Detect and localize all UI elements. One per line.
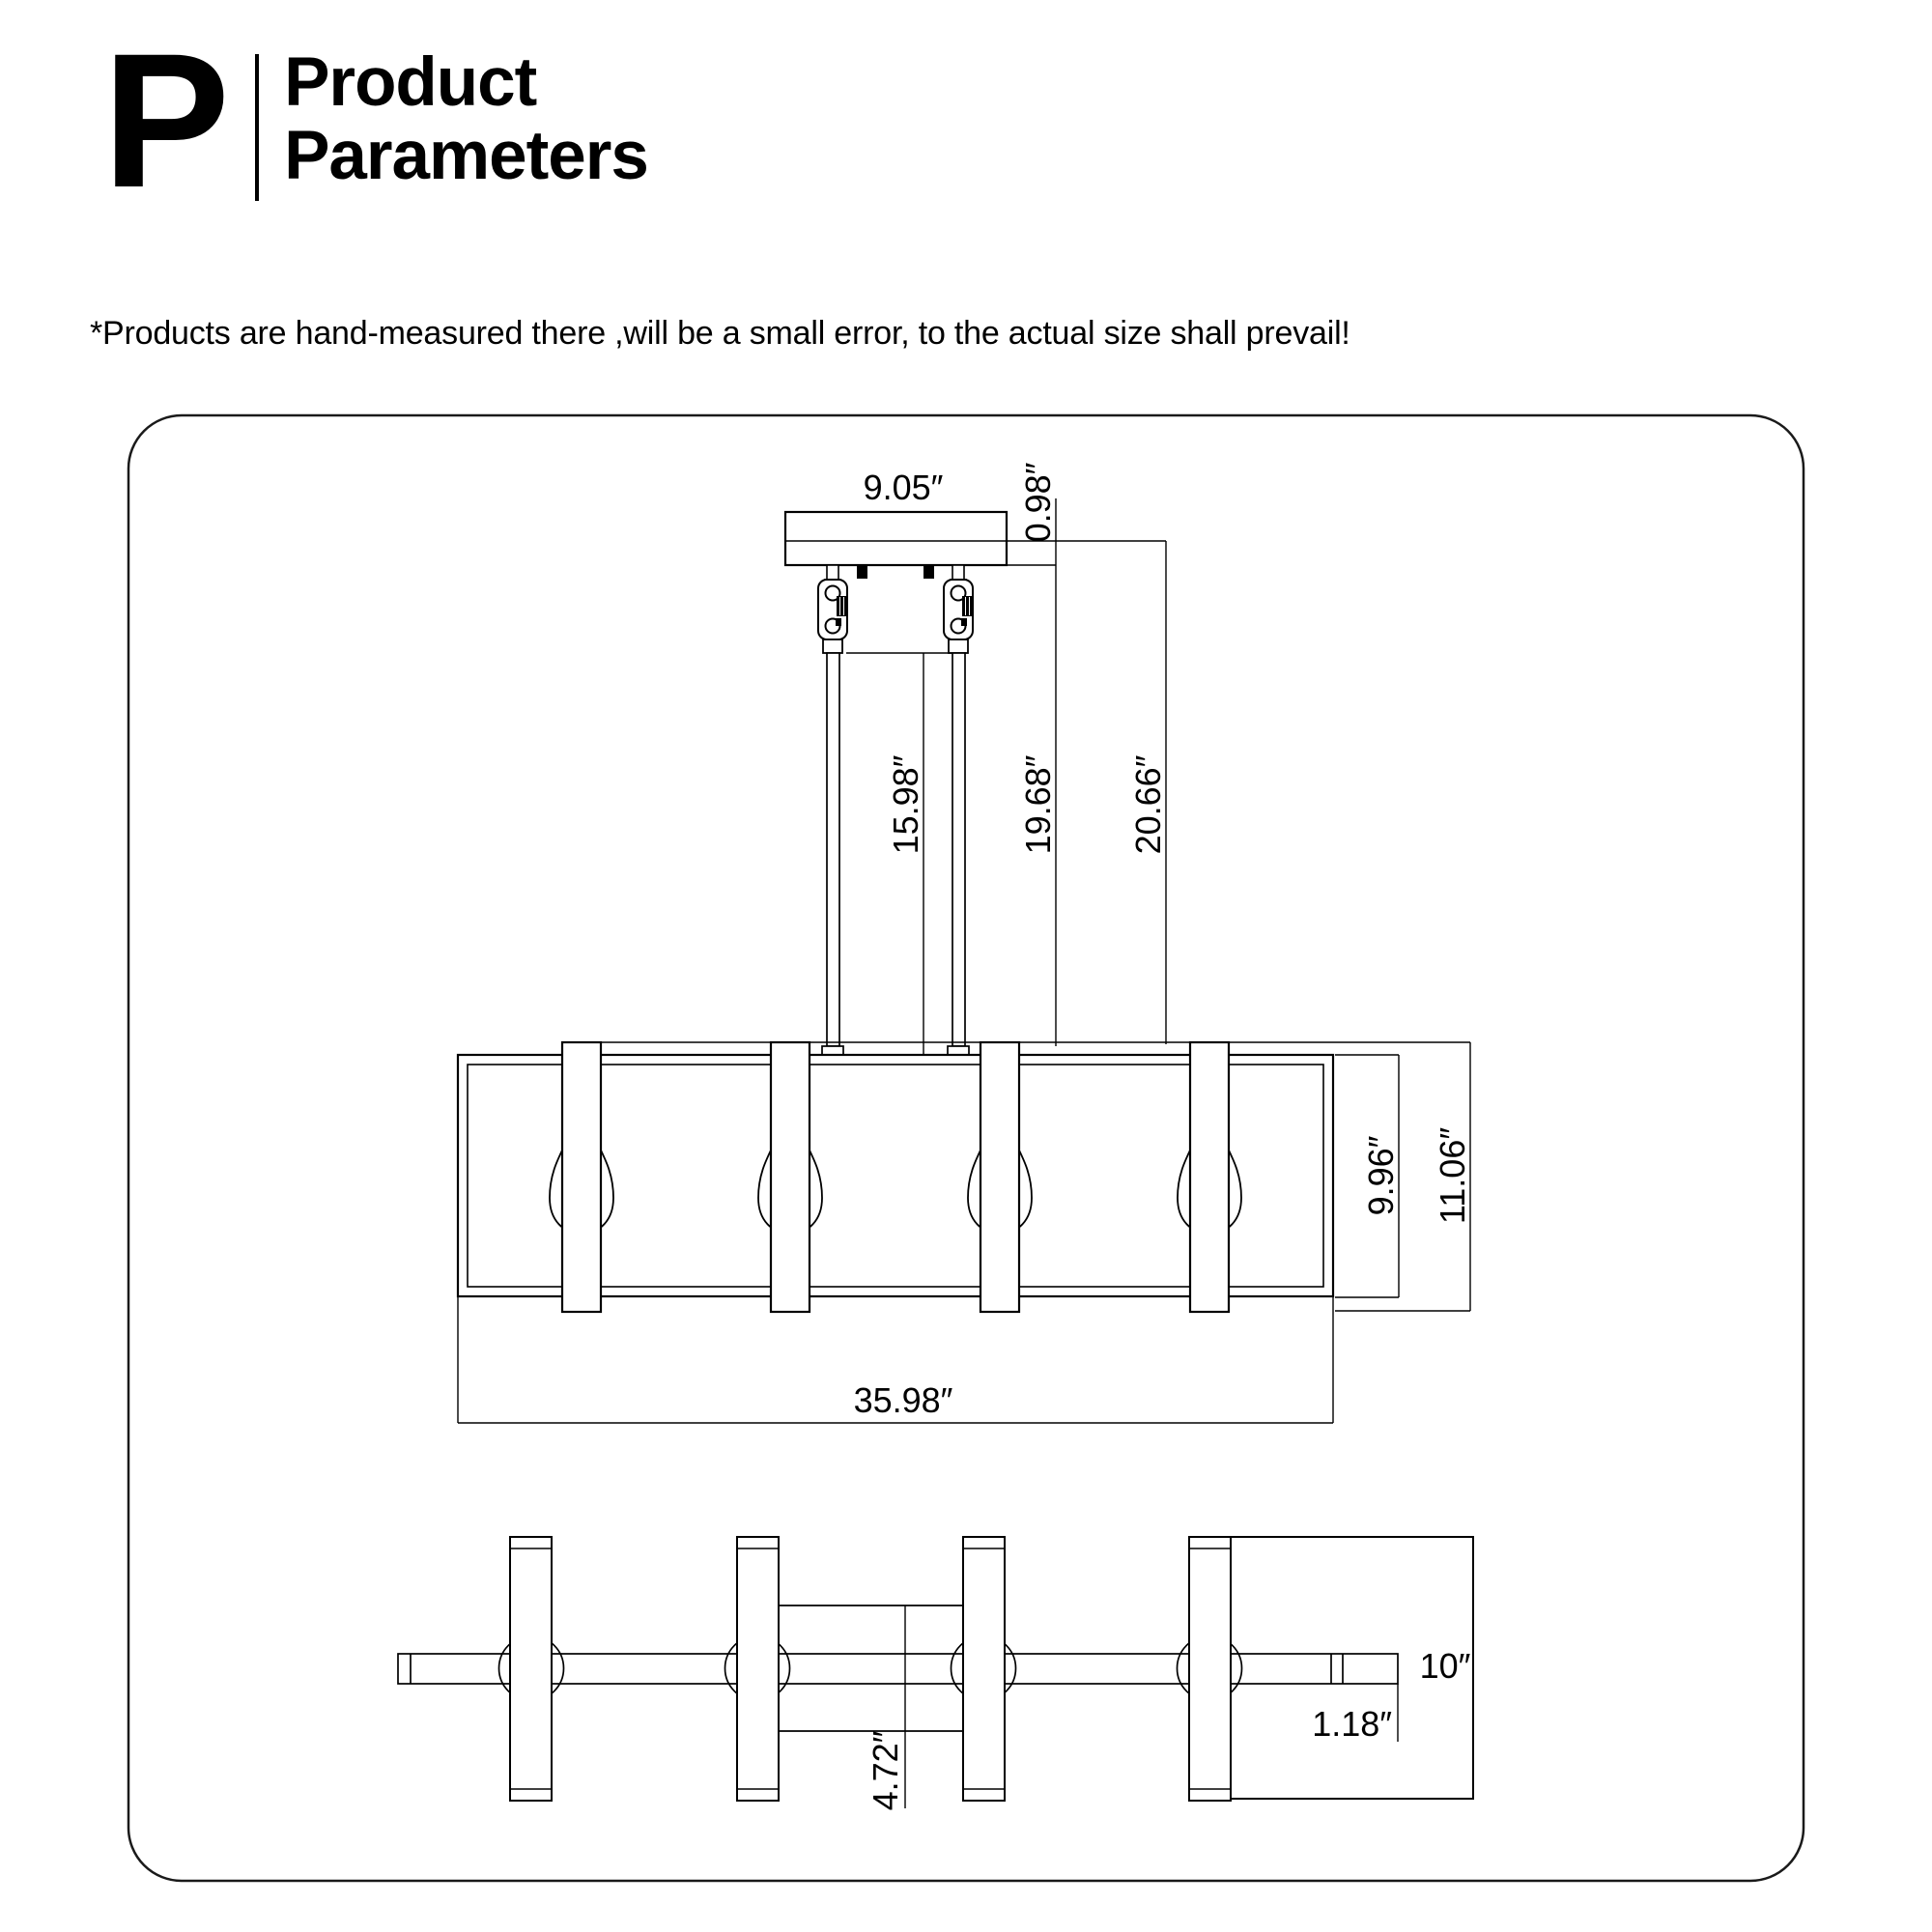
brand-letter: P: [102, 14, 227, 227]
band-1: [562, 1042, 601, 1312]
elevation-view: [458, 462, 1472, 1423]
dim-canopy-height: 0.98″: [1018, 462, 1058, 543]
dim-fixture-length: 35.98″: [853, 1380, 953, 1420]
band-2: [771, 1042, 810, 1312]
plan-band-1: [510, 1537, 552, 1801]
disclaimer-text: *Products are hand-measured there ,will be a small error, to the actual size shall prevail!: [90, 315, 1350, 352]
ceiling-canopy: [785, 512, 1007, 579]
dim-shade-height: 9.96″: [1361, 1135, 1401, 1216]
dim-bar-thickness: 1.18″: [1312, 1704, 1392, 1744]
suspension-rod-right: [952, 653, 965, 1046]
plan-band-2: [737, 1537, 779, 1801]
dim-frame-height: 11.06″: [1433, 1126, 1472, 1225]
canopy-bolt-right: [923, 566, 934, 579]
dim-shade-depth: 10″: [1419, 1646, 1471, 1686]
band-4: [1190, 1042, 1229, 1312]
turnbuckle-hanger-right: [944, 565, 973, 653]
suspension-rod-left: [827, 653, 839, 1046]
dim-overall-drop: 20.66″: [1128, 754, 1168, 855]
dim-drop-canopy-to-frame: 19.68″: [1018, 754, 1058, 855]
page-title-line2: Parameters: [284, 118, 648, 194]
band-3: [980, 1042, 1019, 1312]
plan-band-4: [1189, 1537, 1231, 1801]
turnbuckle-hanger-left: [818, 565, 847, 653]
plan-band-3: [963, 1537, 1005, 1801]
plan-view: [398, 1537, 1473, 1810]
page-title-line1: Product: [284, 44, 537, 121]
dim-canopy-depth: 4.72″: [866, 1730, 905, 1811]
dim-rod-length: 15.98″: [886, 754, 925, 855]
canopy-bolt-left: [857, 566, 867, 579]
dim-canopy-width: 9.05″: [863, 468, 944, 507]
